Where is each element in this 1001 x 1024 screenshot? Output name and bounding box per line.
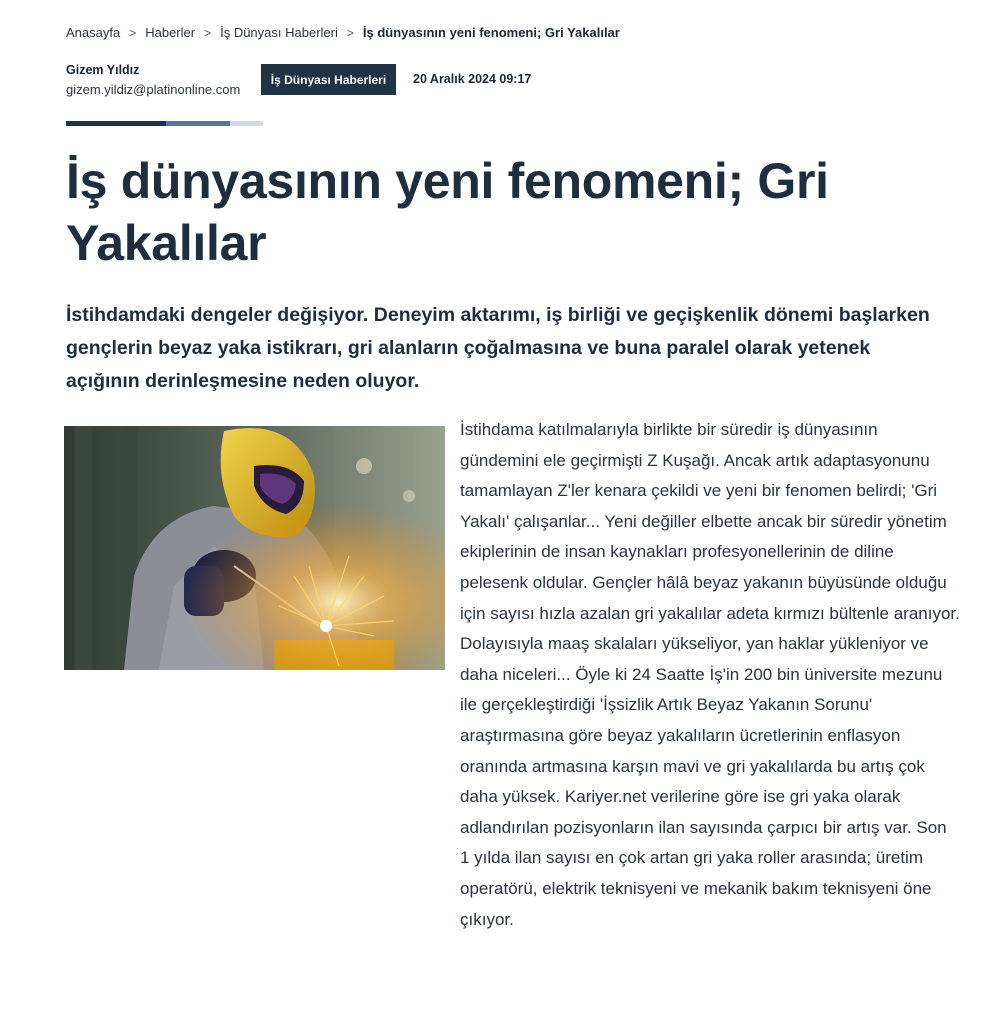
author-email[interactable]: gizem.yildiz@platinonline.com [66,82,241,97]
author-info [66,63,240,97]
breadcrumb-separator: > [204,25,212,40]
article-hero-image [64,426,445,670]
author-name[interactable]: Gizem Yıldız [66,63,140,77]
breadcrumb-home-link[interactable]: Anasayfa [66,25,121,40]
breadcrumb [66,25,620,40]
category-badge[interactable]: İş Dünyası Haberleri [261,64,396,95]
breadcrumb-current: İş dünyasının yeni fenomeni; Gri Yakalılar [362,25,620,40]
publish-date: 20 Aralık 2024 09:17 [413,72,532,86]
title-divider [66,121,263,126]
breadcrumb-business-news-link[interactable]: İş Dünyası Haberleri [220,25,338,40]
article-title: İş dünyasının yeni fenomeni; Gri Yakalılar [66,153,829,271]
article-lead: İstihdamdaki dengeler değişiyor. Deneyim aktarımı, iş birliği ve geçişkenlik dönemi başlarken gençlerin beyaz yaka istikrarı, gri alanların çoğalmasına ve buna paralel olarak yetenek açığının derinleşmesine neden oluyor. [66,304,930,392]
breadcrumb-news-link[interactable]: Haberler [145,25,196,40]
article-body: İstihdama katılmalarıyla birlikte bir süredir iş dünyasının gündemini ele geçirmişti Z Kuşağı. Ancak artık adaptasyonunu tamamlayan Z'ler kenara çekildi ve yeni bir fenomen belirdi; 'Gri Yakalı' çalışanlar... Yeni değiller elbette ancak bir süredir yönetim ekiplerinin de insan kaynakları profesyonellerinin de diline pelesenk oldular. Gençler hâlâ beyaz yakanın büyüsünde olduğu için sayısı hızla azalan gri yakalılar adeta kırmızı bültenle aranıyor. Dolayısıyla maaş skalaları yükseliyor, yan haklar yükleniyor ve daha niceleri... Öyle ki 24 Saatte İş'in 200 bin üniversite mezunu ile gerçekleştirdiği 'İşsizlik Artık Beyaz Yakanın Sorunu' araştırmasına göre beyaz yakalıların ücretlerinin enflasyon oranında artmasına karşın mavi ve gri yakalılarda bu artış çok daha yüksek. Kariyer.net verilerine göre ise gri yaka olarak adlandırılan pozisyonların ilan sayısında çarpıcı bir artış var. Son 1 yılda ilan sayısı en çok artan gri yaka roller arasında; üretim operatörü, elektrik teknisyeni ve mekanik bakım teknisyeni öne çıkıyor. [460,420,960,929]
breadcrumb-separator: > [129,25,137,40]
breadcrumb-separator: > [346,25,354,40]
